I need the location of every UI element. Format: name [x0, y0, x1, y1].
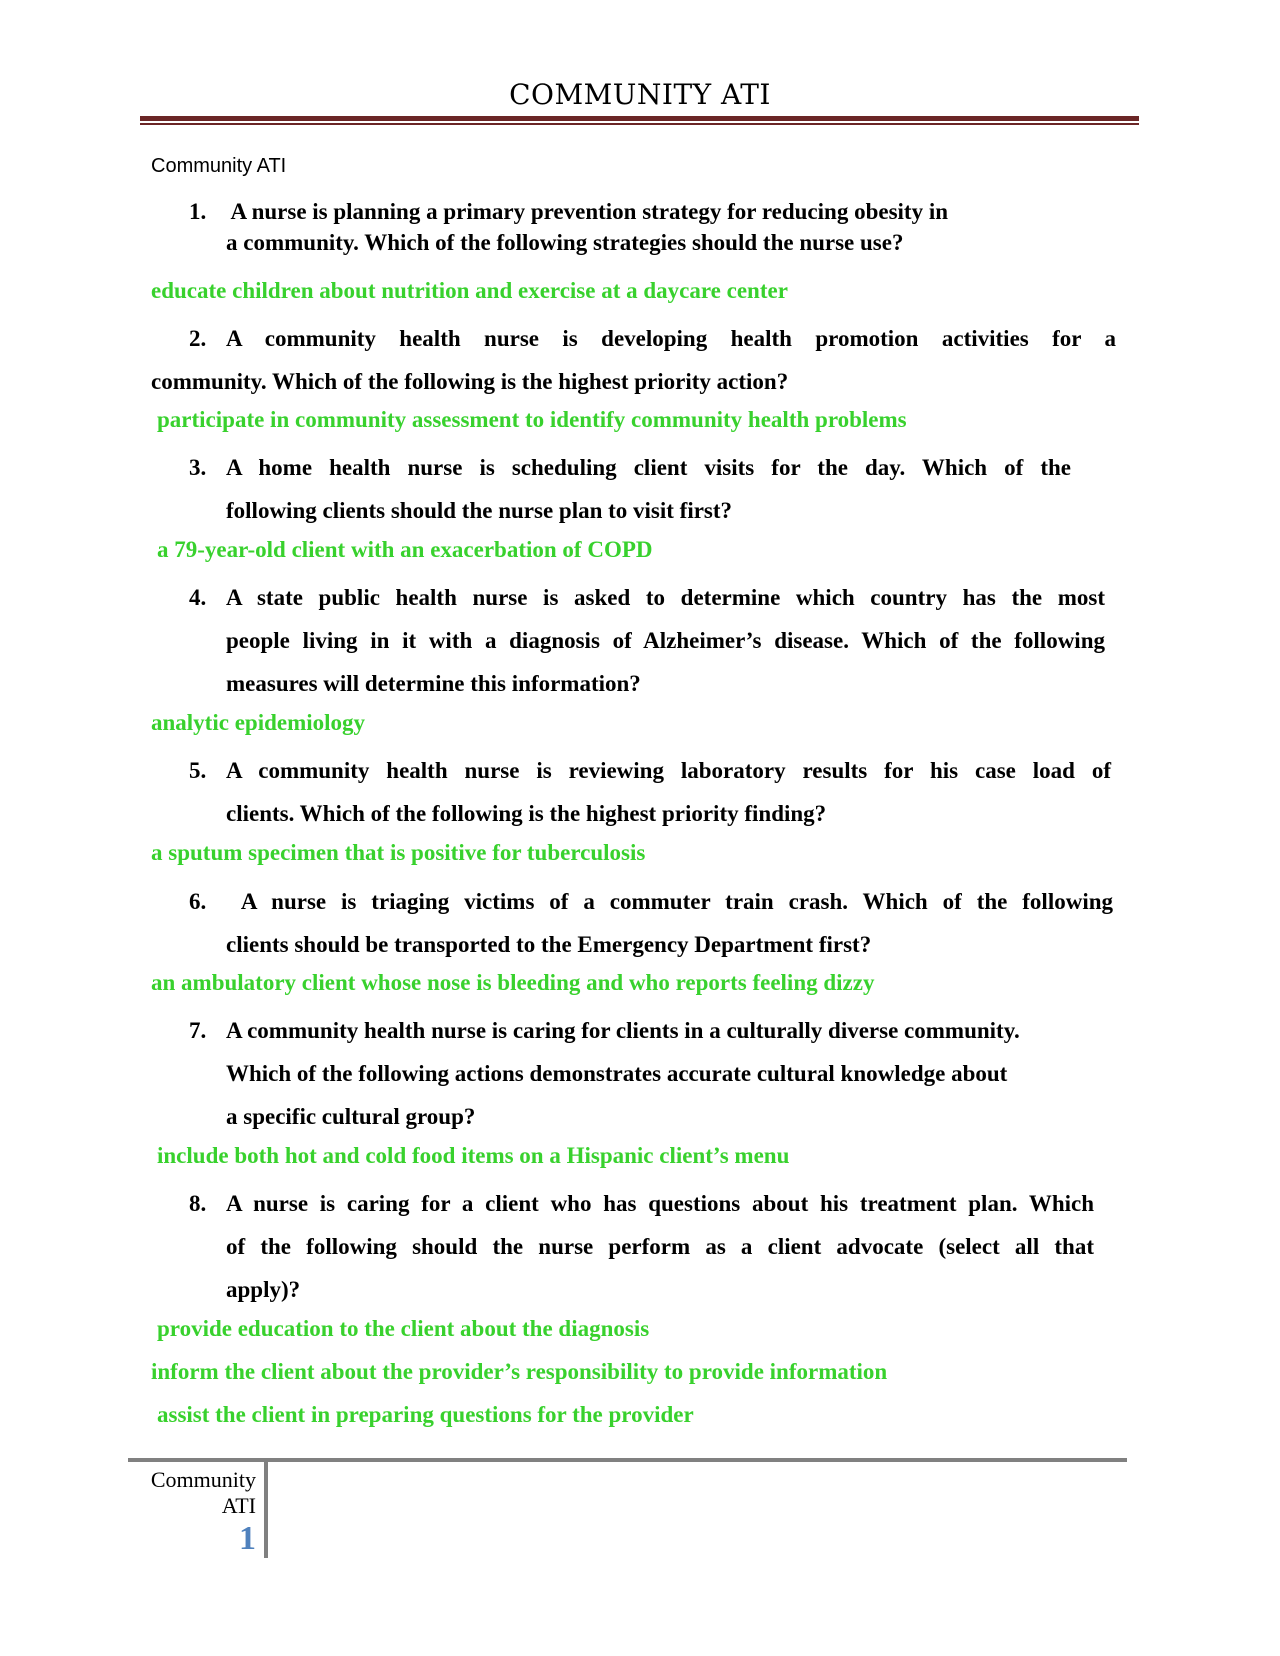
question-text: Which of the following actions demonstrates accurate cultural knowledge about — [226, 1061, 1008, 1086]
header-rule-thick — [140, 116, 1139, 121]
question-2 — [151, 317, 1116, 403]
question-text: A nurse is triaging victims of a commuter train crash. Which of the following — [240, 889, 1114, 914]
question-4 — [151, 576, 1105, 705]
question-number: 2. — [189, 326, 207, 351]
page-number: 1 — [239, 1520, 256, 1557]
question-number: 3. — [189, 455, 207, 480]
question-text: following clients should the nurse plan to visit first? — [226, 498, 733, 523]
header-rule-thin — [140, 123, 1139, 125]
question-number: 6. — [189, 889, 207, 914]
question-text: A nurse is caring for a client who has questions about his treatment plan. Which — [226, 1191, 1094, 1216]
question-1 — [151, 196, 1116, 258]
question-8 — [151, 1182, 1094, 1311]
question-text: measures will determine this information? — [226, 671, 641, 696]
question-text: A home health nurse is scheduling client visits for the day. Which of the — [226, 455, 1071, 480]
answer-8c: assist the client in preparing questions for the provider — [157, 1402, 694, 1427]
question-number: 8. — [189, 1191, 207, 1216]
question-text: apply)? — [226, 1277, 301, 1302]
question-3 — [151, 446, 1071, 532]
question-text: clients. Which of the following is the highest priority finding? — [226, 801, 827, 826]
question-5 — [151, 749, 1111, 835]
question-text: A nurse is planning a primary prevention strategy for reducing obesity in — [230, 199, 948, 224]
question-text: of the following should the nurse perform as a client advocate (select all that — [226, 1234, 1094, 1259]
answer-7: include both hot and cold food items on a Hispanic client’s menu — [157, 1143, 790, 1168]
question-number: 7. — [189, 1018, 207, 1043]
question-text: people living in it with a diagnosis of Alzheimer’s disease. Which of the following — [226, 628, 1105, 653]
answer-8a: provide education to the client about the diagnosis — [157, 1316, 650, 1341]
answer-3: a 79-year-old client with an exacerbation of COPD — [157, 537, 653, 562]
question-text: A community health nurse is caring for clients in a culturally diverse community. — [226, 1018, 1020, 1043]
document-title: Community ATI — [151, 155, 287, 177]
question-text: community. Which of the following is the highest priority action? — [151, 369, 789, 394]
answer-4: analytic epidemiology — [151, 710, 366, 735]
answer-5: a sputum specimen that is positive for tuberculosis — [151, 840, 646, 865]
question-number: 1. — [189, 199, 207, 224]
question-number: 4. — [189, 585, 207, 610]
question-text: a community. Which of the following strategies should the nurse use? — [226, 230, 904, 255]
question-7 — [151, 1009, 1116, 1138]
question-text: A community health nurse is developing health promotion activities for a — [226, 326, 1116, 351]
answer-6: an ambulatory client whose nose is bleeding and who reports feeling dizzy — [151, 970, 875, 995]
question-text: A state public health nurse is asked to determine which country has the most — [226, 585, 1105, 610]
footer-divider — [264, 1460, 268, 1558]
question-text: a specific cultural group? — [226, 1104, 476, 1129]
page-header-title: COMMUNITY ATI — [509, 78, 771, 111]
question-number: 5. — [189, 758, 207, 783]
footer-rule — [128, 1458, 1127, 1462]
footer-label: Community ATI — [150, 1467, 256, 1518]
question-text: clients should be transported to the Emergency Department first? — [226, 932, 872, 957]
question-6 — [151, 880, 1113, 966]
answer-2: participate in community assessment to identify community health problems — [157, 407, 907, 432]
answer-8b: inform the client about the provider’s responsibility to provide information — [151, 1359, 888, 1384]
answer-1: educate children about nutrition and exercise at a daycare center — [151, 278, 788, 303]
question-text: A community health nurse is reviewing laboratory results for his case load of — [226, 758, 1111, 783]
